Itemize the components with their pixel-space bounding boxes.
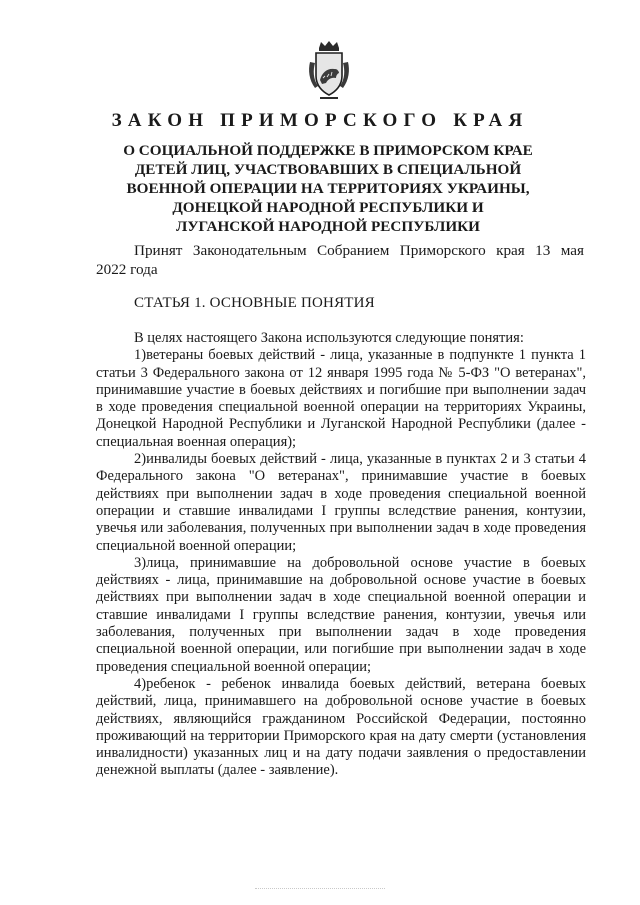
adoption-line: Принят Законодательным Собранием Приморского края 13 мая xyxy=(134,242,584,259)
definition-paragraph: 2)инвалиды боевых действий - лица, указанные в пунктах 2 и 3 статьи 4 Федерального закона "О ветеранах", принимавшие участие в боевых действиях при выполнении задач в ходе проведения специальной военной операции и ставшие инвалидами I группы вследствие ранения, контузии, увечья или заболевания, полученных при выполнении задач в ходе проведения специальной военной операции; xyxy=(96,451,586,554)
article-heading: СТАТЬЯ 1. ОСНОВНЫЕ ПОНЯТИЯ xyxy=(134,295,375,311)
definition-paragraph: 4)ребенок - ребенок инвалида боевых действий, ветерана боевых действий, лица, принимавшего на добровольной основе участие в боевых действиях, являющийся гражданином Российской Федерации, постоянно проживающий на территории Приморского края на дату смерти (установления инвалидности) указанных лиц и на дату подачи заявления о предоставлении денежной выплаты (далее - заявление). xyxy=(96,675,586,779)
law-subtitle xyxy=(80,141,576,236)
subtitle-line: О СОЦИАЛЬНОЙ ПОДДЕРЖКЕ В ПРИМОРСКОМ КРАЕ xyxy=(123,142,533,159)
adoption-statement xyxy=(96,241,584,279)
article-intro-paragraph: В целях настоящего Закона используются следующие понятия: xyxy=(134,330,524,346)
article-body xyxy=(96,330,586,780)
definition-paragraph: 3)лица, принимавшие на добровольной основе участие в боевых действиях - лица, принимавшие на добровольной основе участие в боевых действиях при выполнении задач в ходе специальной военной операции и ставшие инвалидами I группы вследствие ранения, контузии, увечья или заболевания, полученных при выполнении задач в ходе проведения специальной военной операции, или погибшие при выполнении задач в ходе проведения специальной военной операции; xyxy=(96,554,586,675)
primorsky-krai-coat-of-arms-icon xyxy=(306,40,352,100)
subtitle-line: ДЕТЕЙ ЛИЦ, УЧАСТВОВАВШИХ В СПЕЦИАЛЬНОЙ xyxy=(134,161,522,178)
subtitle-line: ДОНЕЦКОЙ НАРОДНОЙ РЕСПУБЛИКИ И xyxy=(172,199,484,216)
subtitle-line: ЛУГАНСКОЙ НАРОДНОЙ РЕСПУБЛИКИ xyxy=(176,218,480,235)
law-title: ЗАКОН ПРИМОРСКОГО КРАЯ xyxy=(111,110,529,131)
subtitle-line: ВОЕННОЙ ОПЕРАЦИИ НА ТЕРРИТОРИЯХ УКРАИНЫ, xyxy=(126,180,530,197)
definition-paragraph: 1)ветераны боевых действий - лица, указанные в подпункте 1 пункта 1 статьи 3 Федерального закона от 12 января 1995 года № 5-ФЗ "О ветеранах", принимавшие участие в боевых действиях и погибшие при выполнении задач в ходе проведения специальной военной операции на территориях Украины, Донецкой Народной Республики и Луганской Народной Республики (далее - специальная военная операция); xyxy=(96,347,586,450)
adoption-date: 2022 года xyxy=(96,261,158,278)
scan-footer-mark xyxy=(255,888,385,895)
